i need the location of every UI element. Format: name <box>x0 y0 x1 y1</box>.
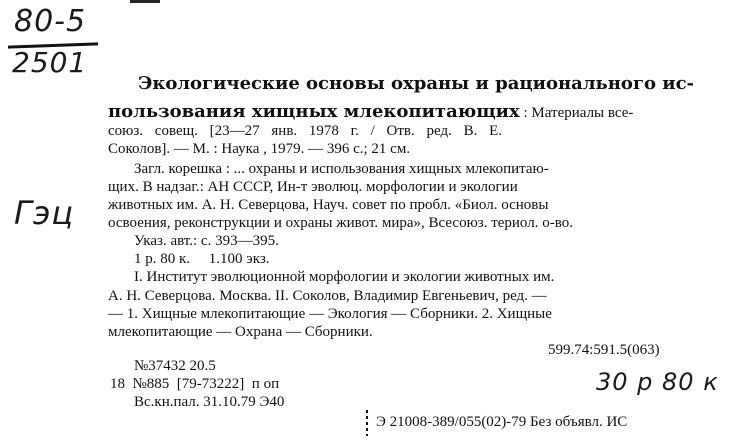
card-note-1-line-2: щих. В надзаг.: АН СССР, Ин-т эволюц. морфологии и экологии <box>108 179 518 195</box>
footer-separator <box>366 410 368 436</box>
card-note-2: Указ. авт.: с. 393—395. <box>134 233 279 249</box>
classification-index: 599.74:591.5(063) <box>548 342 660 358</box>
stamp-line-3: Вс.кн.пал. 31.10.79 Э40 <box>134 394 285 410</box>
handwritten-margin-note: Гэц <box>14 194 75 232</box>
subject-line-3: — 1. Хищные млекопитающие — Экология — Сборники. 2. Хищные <box>108 306 552 322</box>
card-line-4: Соколов]. — М. : Наука , 1979. — 396 с.; 21 см. <box>108 141 411 157</box>
stamp-line-1: №37432 20.5 <box>134 358 216 374</box>
card-note-1-line-4: освоения, реконструкции и охраны живот. мира», Всесоюз. териол. о-во. <box>108 215 573 231</box>
top-smudge <box>130 0 160 3</box>
card-line-3: союз. совещ. [23—27 янв. 1978 г. / Отв. ред. В. Е. <box>108 123 503 139</box>
stamp-line-2: 18 №885 [79-73222] п оп <box>110 376 280 392</box>
card-title-bold-part: пользования хищных млекопитающих <box>108 101 520 122</box>
subject-line-1: I. Институт эволюционной морфологии и экологии животных им. <box>134 269 555 285</box>
card-title-line-1: Экологические основы охраны и рационального ис- <box>138 73 695 94</box>
card-price: 1 р. 80 к. 1.100 экз. <box>134 251 270 267</box>
card-note-1-line-3: животных им. А. Н. Северцова, Науч. совет по пробл. «Биол. основы <box>108 197 549 213</box>
card-title-line-2 <box>108 103 633 122</box>
handwritten-price-note: 30 р 80 к <box>596 368 719 396</box>
subject-line-2: А. Н. Северцова. Москва. II. Соколов, Владимир Евгеньевич, ред. — <box>108 288 547 304</box>
card-note-1-line-1: Загл. корешка : ... охраны и использования хищных млекопитаю- <box>134 161 549 177</box>
card-title-rest: : Материалы все- <box>519 105 634 121</box>
subject-line-4: млекопитающие — Охрана — Сборники. <box>108 324 373 340</box>
handwritten-code-top: 80-5 <box>14 4 87 39</box>
handwritten-code-bottom: 2501 <box>12 46 88 79</box>
footer-code: Э 21008-389/055(02)-79 Без объявл. ИС <box>376 414 628 430</box>
